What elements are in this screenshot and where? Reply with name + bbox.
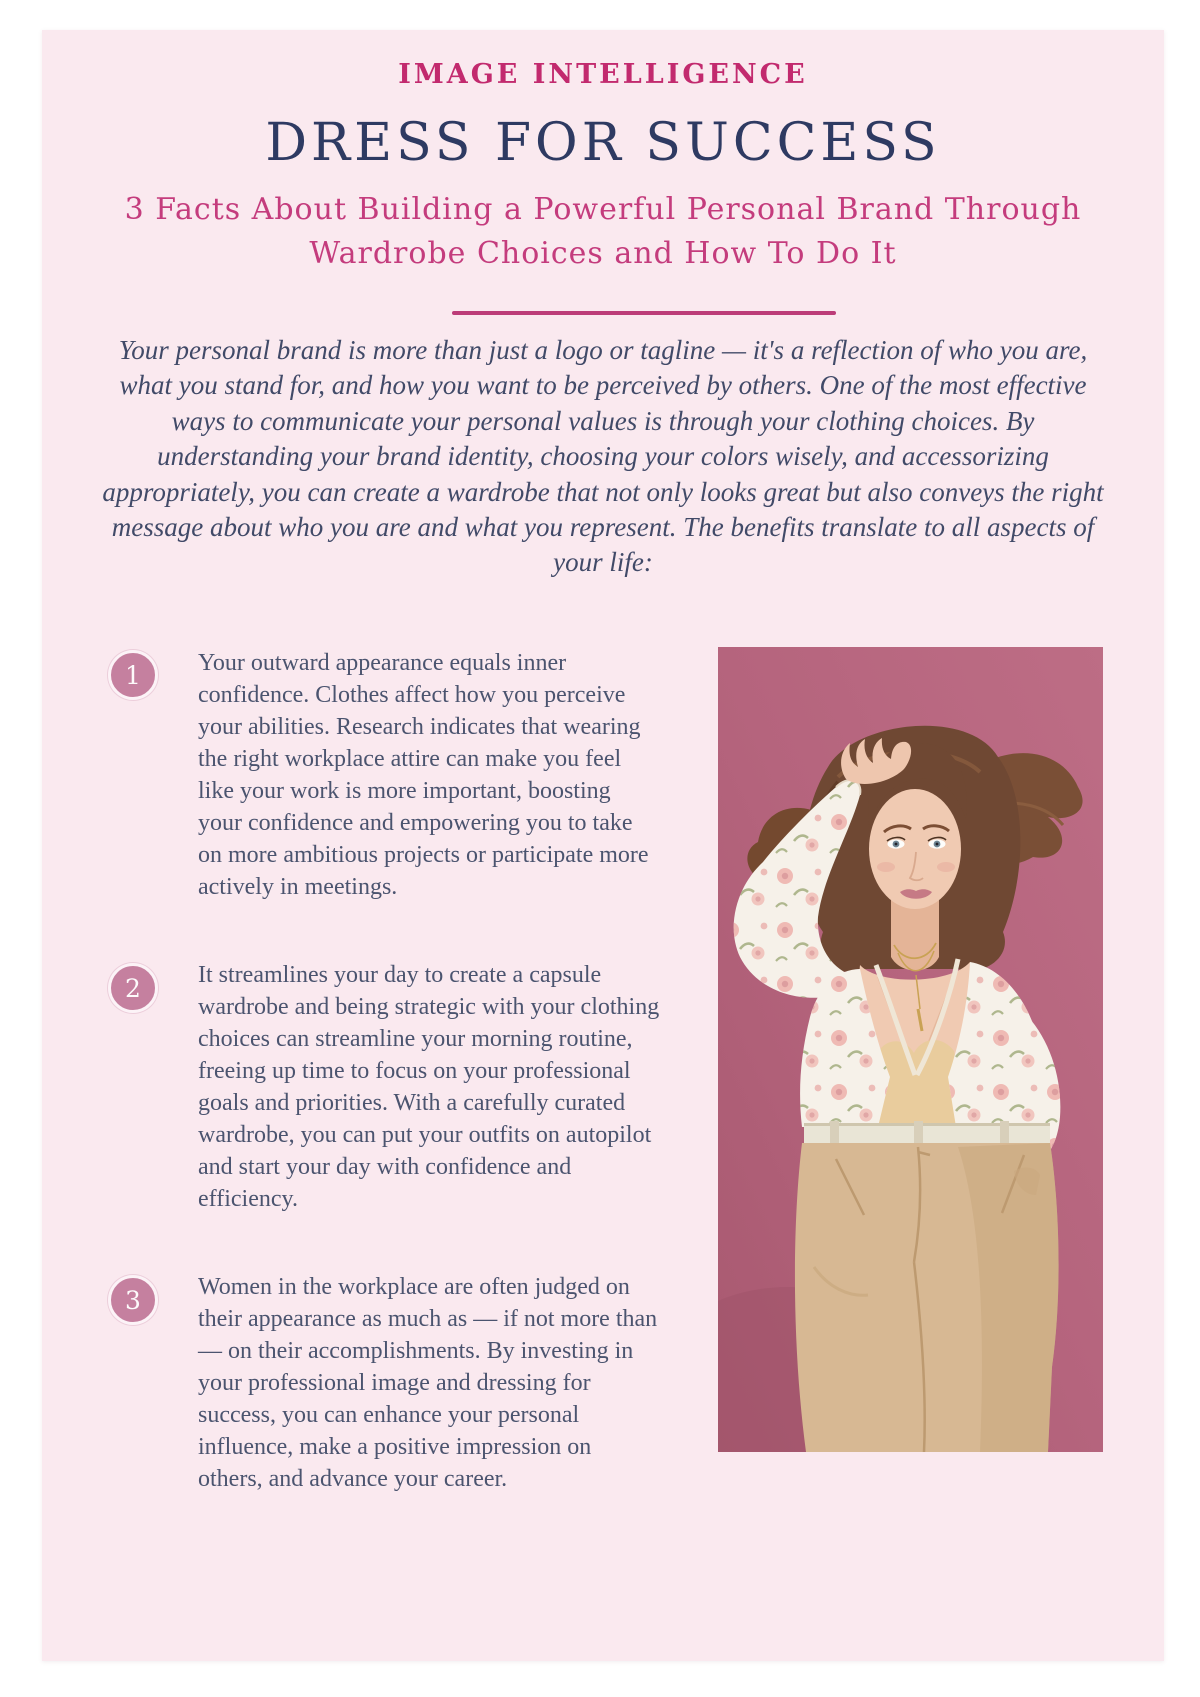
subtitle-line-1: 3 Facts About Building a Powerful Personal Brand Through (124, 192, 1082, 227)
flyer-page (42, 30, 1164, 1661)
brand-name: IMAGE INTELLIGENCE (398, 59, 808, 90)
fact-2-number: 2 (125, 973, 141, 1003)
fact-2-badge (108, 963, 158, 1013)
fact-3-text: Women in the workplace are often judged on their appearance as much as — if not more than — on their accomplishments. By investing in your professional image and dressing for success, you can enhance your personal influence, make a positive impression on others, and advance your career. (198, 1274, 658, 1492)
fact-2-text: It streamlines your day to create a capsule wardrobe and being strategic with your clothing choices can streamline your morning routine, freeing up time to focus on your professional goals and priorities. With a carefully curated wardrobe, you can put your outfits on autopilot and start your day with confidence and efficiency. (198, 962, 660, 1212)
intro-paragraph: Your personal brand is more than just a logo or tagline — it's a reflection of who you are, what you stand for, and how you want to be perceived by others. One of the most effective ways to communicate your personal values is through your clothing choices. By understanding your brand identity, choosing your colors wisely, and accessorizing appropriately, you can create a wardrobe that not only looks great but also conveys the right message about who you are and what you represent. The benefits translate to all aspects of your life: (102, 335, 1104, 578)
fact-1-badge (108, 650, 158, 700)
fact-3-number: 3 (125, 1285, 141, 1315)
page-title: DRESS FOR SUCCESS (265, 113, 941, 173)
page-subtitle (42, 188, 1164, 276)
divider-line (452, 311, 836, 315)
model-photo-illustration (718, 647, 1103, 1452)
fact-1-number: 1 (125, 660, 141, 690)
fact-1-text: Your outward appearance equals inner confidence. Clothes affect how you perceive your abilities. Research indicates that wearing the right workplace attire can make you feel like your work is more important, boosting your confidence and empowering you to take on more ambitious projects or participate more actively in meetings. (198, 650, 649, 900)
fact-3-badge (108, 1275, 158, 1325)
model-photo (718, 647, 1103, 1452)
subtitle-line-2: Wardrobe Choices and How To Do It (309, 236, 897, 271)
